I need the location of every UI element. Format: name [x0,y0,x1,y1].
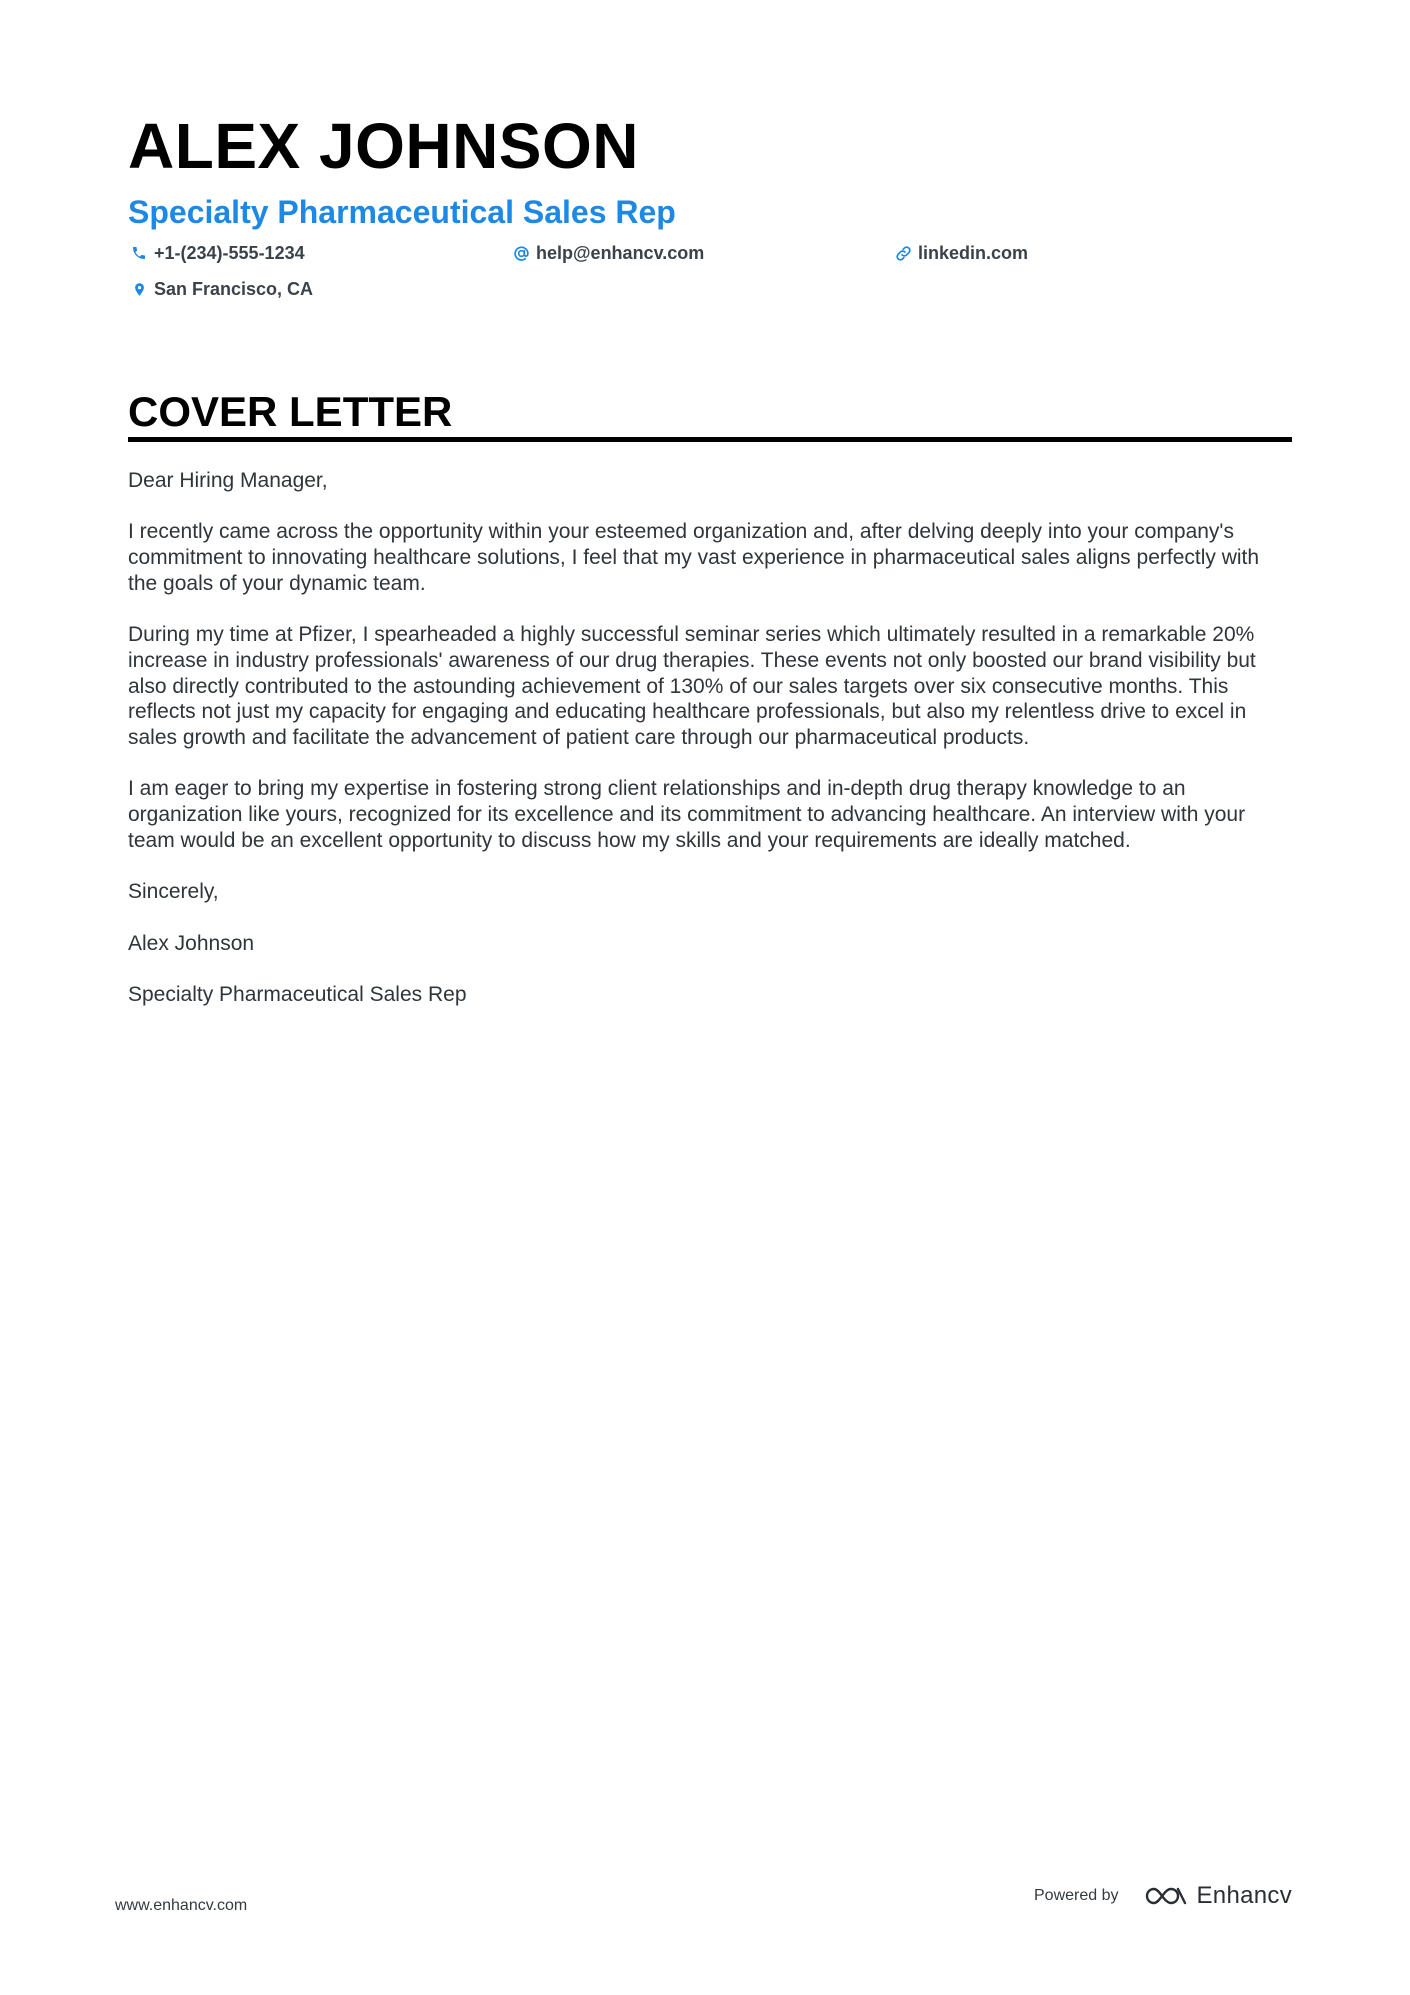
section-title: COVER LETTER [128,388,453,435]
letter-greeting: Dear Hiring Manager, [128,469,328,492]
phone-icon [128,242,150,264]
phone-text: +1-(234)-555-1234 [154,243,305,263]
signature-title: Specialty Pharmaceutical Sales Rep [128,982,467,1006]
candidate-role: Specialty Pharmaceutical Sales Rep [128,194,676,230]
section-divider [128,437,1292,442]
email-text[interactable]: help@enhancv.com [536,243,705,263]
contact-location [128,277,313,301]
letter-paragraph: During my time at Pfizer, I spearheaded a highly successful seminar series which ultimately resulted in a remarkable 20% increase in industry professionals' awareness of our drug therapies. These events not only boosted our brand visibility but also directly contributed to the astounding achievement of 130% of our sales targets over six consecutive months. This reflects not just my capacity for engaging and educating healthcare professionals, but also my relentless drive to excel in sales growth and facilitate the advancement of patient care through our pharmaceutical products. [128,623,1256,749]
letter-paragraph: I am eager to bring my expertise in fostering strong client relationships and in-depth drug therapy knowledge to an organization like yours, recognized for its excellence and its commitment to advancing healthcare. An interview with your team would be an excellent opportunity to discuss how my skills and your requirements are ideally matched. [128,777,1246,852]
contact-email[interactable] [510,241,704,265]
contact-phone [128,241,305,265]
letter-closing: Sincerely, [128,880,219,904]
link-icon [892,242,914,264]
map-pin-icon [128,278,150,300]
letter-body [128,468,1292,1033]
contact-linkedin[interactable] [892,241,1028,265]
footer-powered-by[interactable] [1034,1881,1292,1911]
linkedin-text[interactable]: linkedin.com [918,243,1029,263]
candidate-name: ALEX JOHNSON [128,110,639,182]
footer-website[interactable]: www.enhancv.com [115,1897,248,1914]
signature-name: Alex Johnson [128,931,255,955]
location-text: San Francisco, CA [154,279,314,299]
enhancv-logo-icon [1143,1884,1189,1908]
brand-name: Enhancv [1196,1882,1292,1909]
letter-paragraph: I recently came across the opportunity within your esteemed organization and, after delving deeply into your company's commitment to innovating healthcare solutions, I feel that my vast experience in pharmaceutical sales aligns perfectly with the goals of your dynamic team. [128,520,1260,595]
powered-by-label: Powered by [1034,1887,1119,1904]
at-sign-icon [510,242,532,264]
